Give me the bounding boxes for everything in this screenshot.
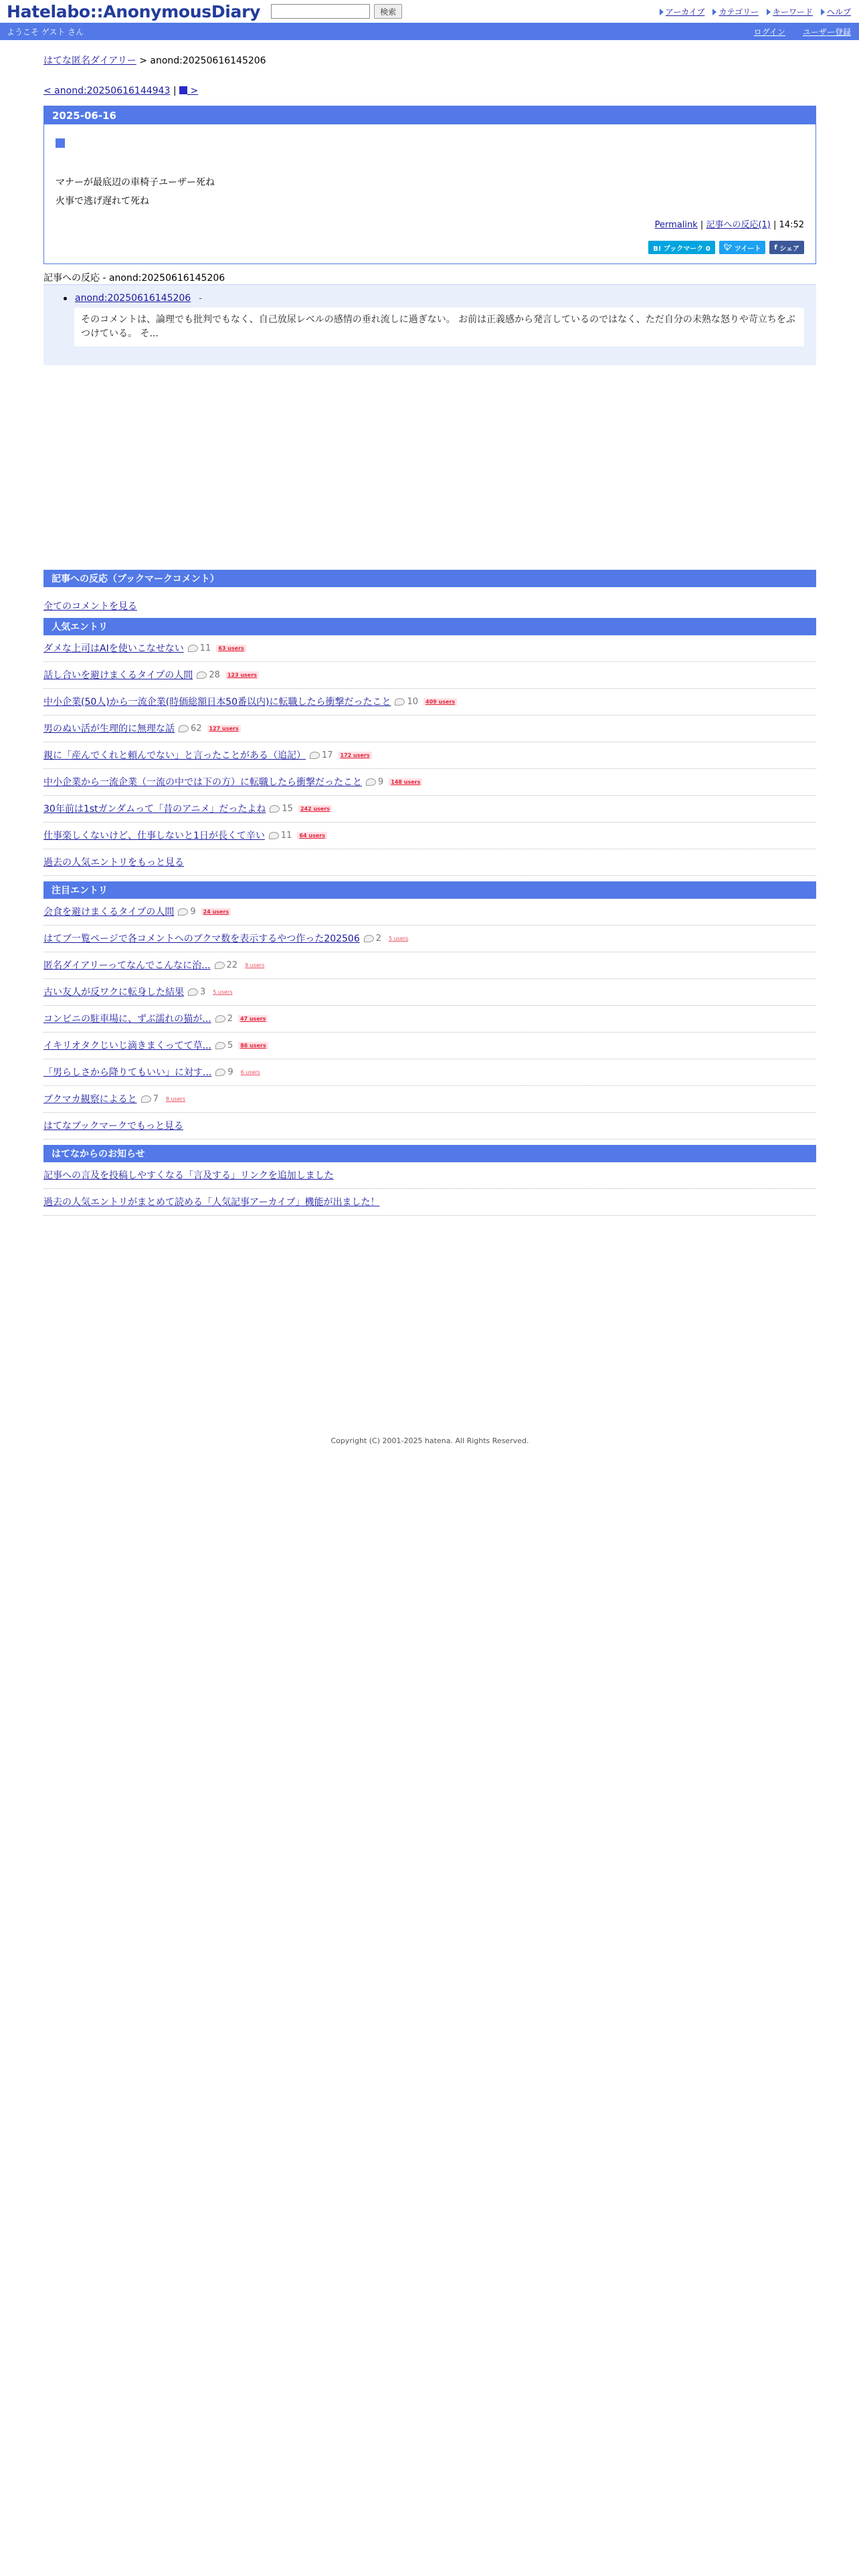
more-featured-link[interactable]: はてなブックマークでもっと見る — [43, 1121, 184, 1132]
welcome-text: ようこそ ゲスト さん — [7, 27, 84, 37]
bookmark-comments-heading: 記事への反応（ブックマークコメント） — [43, 570, 816, 587]
nav-archive-label: アーカイブ — [665, 7, 705, 17]
comment-count[interactable] — [188, 643, 211, 653]
footer-separator: | — [770, 220, 779, 230]
users-badge[interactable]: 24 users — [201, 908, 231, 916]
entry-text — [56, 173, 804, 211]
list-item — [43, 979, 816, 1006]
notice-item — [43, 1189, 816, 1216]
entry-line: マナーが最底辺の車椅子ユーザー死ね — [56, 177, 215, 188]
notices-list — [43, 1162, 816, 1216]
reactions-list — [43, 284, 816, 365]
facebook-icon: f — [774, 243, 780, 251]
list-item — [43, 899, 816, 926]
comment-bubble-icon — [310, 752, 320, 759]
comment-count-value: 2 — [375, 933, 382, 944]
comment-count[interactable] — [197, 670, 220, 680]
hatena-bookmark-button[interactable]: B! ブックマーク 0 — [648, 241, 714, 254]
more-featured-row — [43, 1113, 816, 1140]
comment-bubble-icon — [179, 725, 189, 732]
comment-count-value: 28 — [209, 669, 220, 680]
top-nav — [660, 6, 851, 17]
reaction-item — [64, 293, 804, 304]
list-item — [43, 716, 816, 742]
comment-bubble-icon — [215, 962, 225, 969]
users-badge[interactable]: 86 users — [238, 1042, 268, 1049]
users-badge[interactable]: 63 users — [216, 645, 246, 652]
facebook-share-button[interactable] — [769, 241, 804, 254]
comment-count[interactable] — [215, 1041, 233, 1051]
comment-count-value: 5 — [227, 1040, 233, 1051]
notices-heading: はてなからのお知らせ — [43, 1145, 816, 1162]
users-badge[interactable]: 9 users — [245, 962, 265, 968]
nav-help-label: ヘルプ — [826, 7, 851, 17]
comment-count[interactable] — [395, 697, 418, 707]
featured-entries-list — [43, 899, 816, 1140]
comment-count-value: 2 — [227, 1013, 233, 1024]
entry-link[interactable]: 親に「産んでくれと頼んでない」と言ったことがある（追記） — [43, 750, 306, 761]
comment-count-value: 9 — [227, 1067, 233, 1077]
comment-count[interactable] — [188, 987, 205, 997]
comment-bubble-icon — [215, 1042, 225, 1049]
users-badge[interactable]: 127 users — [207, 725, 241, 732]
entry-link[interactable]: イキリオタクじいじ滴きまくってて草... — [43, 1041, 211, 1051]
comment-count[interactable] — [215, 960, 238, 970]
bullet-icon — [64, 297, 67, 300]
popular-entries-list — [43, 635, 816, 876]
popular-entries-heading: 人気エントリ — [43, 618, 816, 635]
entry-link[interactable]: 話し合いを避けまくるタイプの人間 — [43, 670, 193, 681]
triangle-icon — [660, 9, 664, 15]
login-link[interactable]: ログイン — [753, 27, 785, 37]
copyright: Copyright (C) 2001-2025 hatena. All Rights Reserved. — [330, 1436, 529, 1445]
comment-count-value: 62 — [191, 723, 202, 734]
comment-bubble-icon — [188, 645, 198, 652]
entry-link[interactable]: 30年前は1stガンダムって「昔のアニメ」だったよね — [43, 804, 266, 815]
list-item — [43, 926, 816, 952]
nav-archive[interactable] — [660, 6, 705, 17]
list-item — [43, 796, 816, 823]
comment-bubble-icon — [395, 698, 405, 706]
users-badge[interactable]: 5 users — [213, 988, 233, 995]
entry-link[interactable]: ダメな上司はAIを使いこなせない — [43, 643, 184, 654]
comment-count-value: 17 — [322, 750, 333, 760]
comment-count-value: 15 — [282, 803, 293, 814]
users-badge[interactable]: 172 users — [339, 752, 372, 759]
comment-bubble-icon — [215, 1069, 225, 1076]
comment-bubble-icon — [141, 1095, 151, 1103]
entry-link[interactable]: 匿名ダイアリーってなんでこんなに治... — [43, 960, 211, 971]
prev-entry-link[interactable]: < anond:20250616144943 — [43, 86, 171, 96]
user-bar — [0, 23, 859, 40]
nav-keyword[interactable] — [767, 6, 813, 17]
comment-count-value: 11 — [199, 643, 211, 653]
comment-bubble-icon — [366, 778, 376, 786]
entry-time: 14:52 — [779, 220, 804, 230]
comment-count[interactable] — [270, 804, 293, 814]
comment-count[interactable] — [215, 1014, 233, 1024]
twitter-icon: 🐦︎ — [723, 243, 735, 251]
entry-footer — [56, 217, 804, 230]
entry-link[interactable]: 中小企業から一流企業（一流の中では下の方）に転職したら衝撃だったこと — [43, 777, 362, 788]
comment-count[interactable] — [364, 934, 381, 944]
list-item — [43, 689, 816, 716]
triangle-icon — [767, 9, 771, 15]
nav-help[interactable] — [821, 6, 851, 17]
share-buttons — [56, 241, 804, 254]
list-item — [43, 1086, 816, 1113]
entry-link[interactable]: 古い友人が反ワクに転身した結果 — [43, 987, 184, 998]
users-badge[interactable]: 148 users — [389, 778, 422, 786]
entry-link[interactable]: 仕事楽しくないけど、仕事しないと1日が長くて辛い — [43, 831, 265, 841]
comment-bubble-icon — [188, 988, 198, 996]
search-input[interactable] — [271, 4, 370, 19]
main-content — [43, 53, 816, 1445]
list-item — [43, 742, 816, 769]
users-badge[interactable]: 8 users — [165, 1095, 186, 1102]
search-form — [271, 4, 402, 19]
comment-count-value: 3 — [200, 986, 206, 997]
list-item — [43, 952, 816, 979]
notice-link[interactable]: 記事への言及を投稿しやすくなる「言及する」リンクを追加しました — [43, 1170, 334, 1181]
entry-title-link[interactable] — [56, 140, 65, 150]
users-badge[interactable]: 47 users — [238, 1015, 268, 1023]
site-header — [0, 0, 859, 23]
list-item — [43, 1006, 816, 1033]
list-item — [43, 1059, 816, 1086]
comment-bubble-icon — [178, 908, 188, 916]
users-badge[interactable]: 409 users — [423, 698, 457, 706]
comment-count-value: 10 — [407, 696, 419, 707]
square-icon — [179, 86, 187, 94]
list-item — [43, 635, 816, 662]
entry-body — [44, 124, 816, 263]
list-item — [43, 1033, 816, 1059]
comment-count-value: 22 — [226, 960, 238, 970]
breadcrumb-separator: > — [136, 56, 151, 66]
users-badge[interactable]: 64 users — [297, 832, 327, 839]
users-badge[interactable]: 242 users — [298, 805, 332, 813]
comment-bubble-icon — [197, 671, 207, 679]
next-entry-label: > — [187, 86, 199, 96]
notice-link[interactable]: 過去の人気エントリがまとめて読める「人気記事アーカイブ」機能が出ました！ — [43, 1197, 380, 1208]
tweet-button[interactable] — [719, 241, 766, 254]
reaction-excerpt: そのコメントは、論理でも批判でもなく、自己放尿レベルの感情の垂れ流しに過ぎない。 お前は正義感から発言しているのではなく、ただ自分の未熟な怒りや苛立ちをぶつけている。 そ... — [74, 308, 804, 346]
nav-category[interactable] — [712, 6, 759, 17]
account-links — [754, 26, 851, 37]
more-popular-link[interactable]: 過去の人気エントリをもっと見る — [43, 857, 184, 868]
list-item — [43, 769, 816, 796]
comment-count-value: 7 — [153, 1093, 159, 1104]
reaction-link[interactable]: anond:20250616145206 — [75, 293, 191, 304]
collapse-button[interactable]: - — [199, 293, 202, 304]
nav-category-label: カテゴリー — [719, 7, 759, 17]
diary-entry — [43, 106, 816, 264]
comment-count[interactable] — [310, 750, 333, 760]
permalink-link[interactable]: Permalink — [654, 220, 698, 230]
breadcrumb-current: anond:20250616145206 — [150, 56, 266, 66]
breadcrumb — [43, 53, 816, 67]
comment-count[interactable] — [366, 777, 383, 787]
comment-count-value: 11 — [280, 830, 292, 841]
entry-link[interactable]: はてブ一覧ページで各コメントへのブクマ数を表示するやつ作った202506 — [43, 934, 360, 944]
all-comments-link[interactable]: 全てのコメントを見る — [43, 601, 137, 612]
users-badge[interactable]: 6 users — [240, 1069, 260, 1075]
comment-bubble-icon — [364, 935, 374, 942]
next-entry-link[interactable] — [179, 86, 198, 96]
entry-link[interactable]: 中小企業(50人)から一流企業(時価総額日本50番以内)に転職したら衝撃だったこと — [43, 697, 391, 708]
pager-separator: | — [170, 86, 180, 96]
comment-count[interactable] — [178, 907, 195, 917]
list-item — [43, 823, 816, 849]
more-popular-row — [43, 849, 816, 876]
reactions-heading: 記事への反応 - anond:20250616145206 — [43, 273, 225, 284]
entry-line: 火事で逃げ遅れて死ね — [56, 196, 149, 207]
comment-count-value: 9 — [190, 906, 196, 917]
search-button[interactable]: 検索 — [374, 4, 402, 19]
entry-link[interactable]: コンビニの駐車場に、ずぶ濡れの猫が... — [43, 1014, 211, 1025]
register-link[interactable]: ユーザー登録 — [802, 27, 851, 37]
triangle-icon — [712, 9, 717, 15]
list-item — [43, 662, 816, 689]
users-badge[interactable]: 5 users — [389, 935, 409, 942]
triangle-icon — [821, 9, 825, 15]
comment-bubble-icon — [270, 805, 280, 813]
entry-link[interactable]: ブクマカ観察によると — [43, 1094, 137, 1105]
comment-count[interactable] — [269, 831, 292, 841]
featured-entries-heading: 注目エントリ — [43, 881, 816, 899]
all-comments-row — [43, 599, 816, 613]
entry-link[interactable]: 男のぬい活が生理的に無理な話 — [43, 724, 175, 734]
entry-pager — [43, 86, 816, 96]
notice-item — [43, 1162, 816, 1189]
facebook-label: シェア — [779, 245, 799, 253]
comment-count[interactable] — [215, 1067, 233, 1077]
entry-link[interactable]: 「男らしさから降りてもいい」に対す... — [43, 1067, 212, 1078]
square-icon — [56, 138, 65, 148]
users-badge[interactable]: 123 users — [225, 671, 259, 679]
footer-separator: | — [697, 220, 706, 230]
tweet-label: ツイート — [734, 245, 761, 253]
entry-date: 2025-06-16 — [44, 106, 816, 124]
comment-count[interactable] — [179, 724, 202, 734]
comment-bubble-icon — [269, 832, 279, 839]
reactions-link[interactable]: 記事への反応(1) — [706, 220, 771, 230]
nav-keyword-label: キーワード — [772, 7, 813, 17]
entry-link[interactable]: 会食を避けまくるタイプの人間 — [43, 907, 175, 918]
comment-count-value: 9 — [378, 776, 384, 787]
comment-count[interactable] — [141, 1094, 159, 1104]
comment-bubble-icon — [215, 1015, 225, 1023]
site-logo[interactable]: Hatelabo::AnonymousDiary — [7, 1, 261, 21]
breadcrumb-home[interactable]: はてな匿名ダイアリー — [43, 56, 136, 66]
